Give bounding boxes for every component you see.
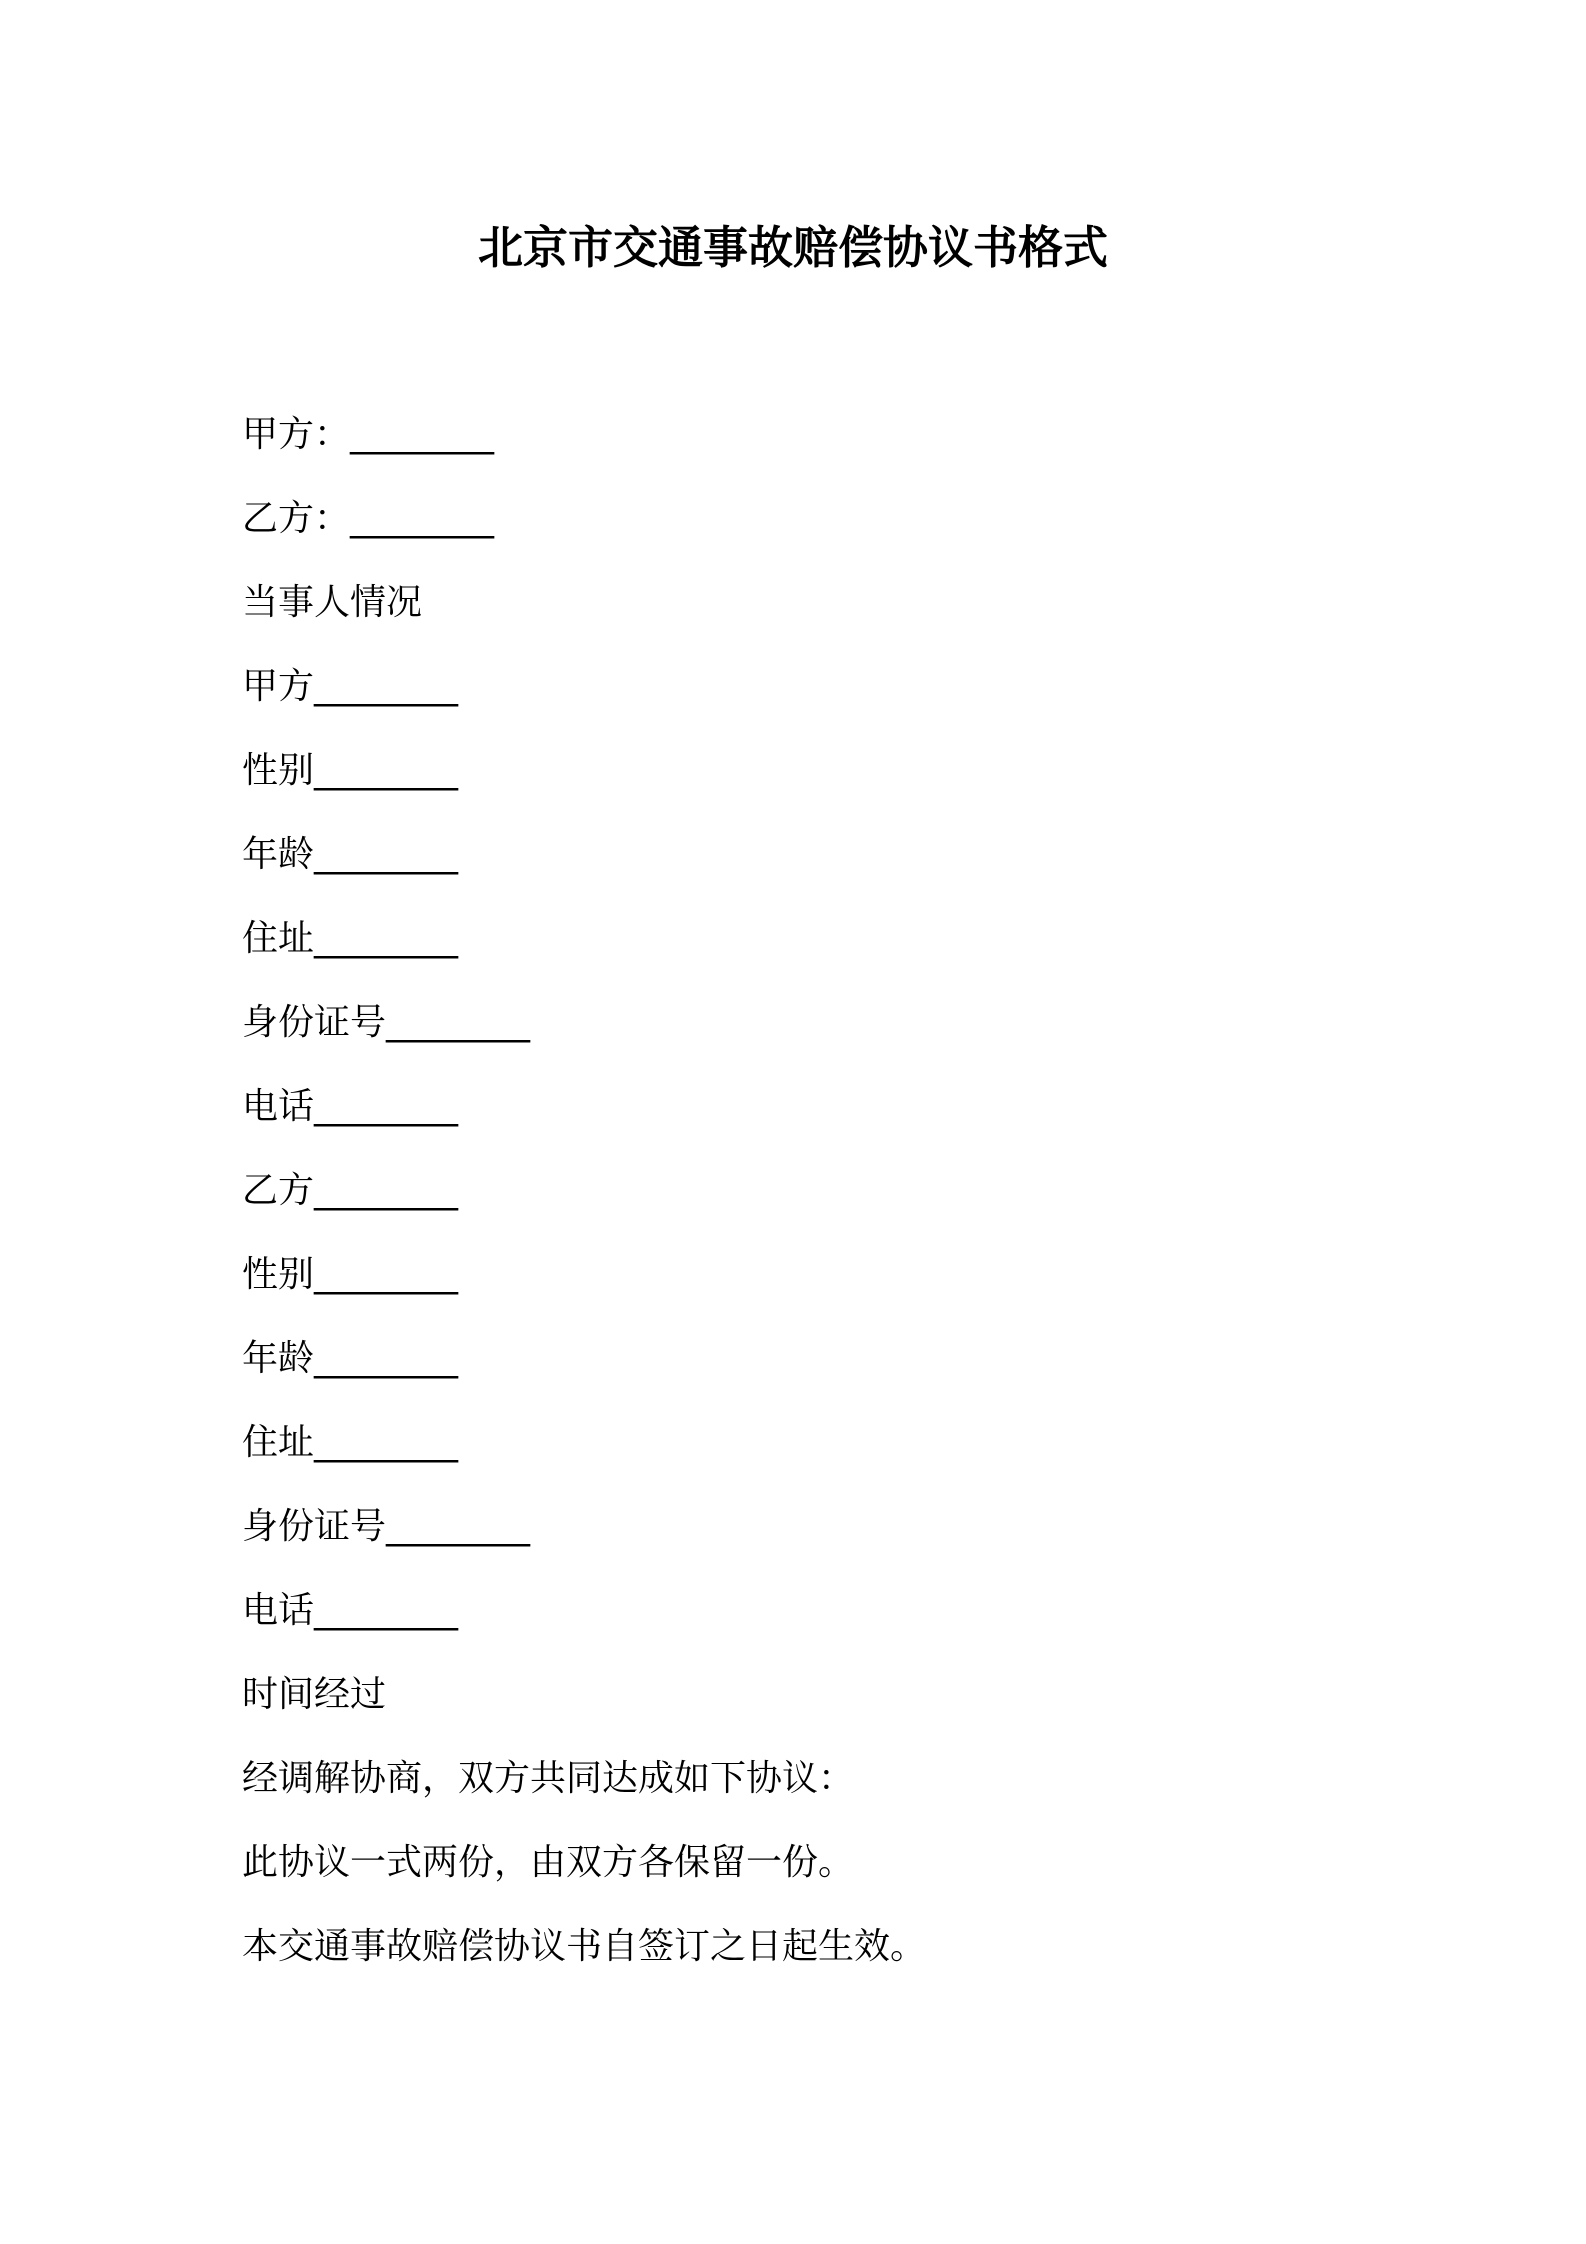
party-a-age-field: 年龄________ bbox=[242, 834, 459, 875]
agreement-intro: 经调解协商，双方共同达成如下协议： bbox=[242, 1758, 855, 1799]
effective-clause: 本交通事故赔偿协议书自签订之日起生效。 bbox=[242, 1926, 927, 1967]
party-a-phone-field: 电话________ bbox=[242, 1086, 459, 1127]
party-a-name-field: 甲方________ bbox=[242, 666, 459, 707]
party-b-line: 乙方：________ bbox=[242, 498, 495, 539]
document-body bbox=[242, 405, 1392, 2001]
party-a-gender-field: 性别________ bbox=[242, 750, 459, 791]
party-b-age-field: 年龄________ bbox=[242, 1338, 459, 1379]
copies-clause: 此协议一式两份，由双方各保留一份。 bbox=[242, 1842, 855, 1883]
party-b-id-field: 身份证号________ bbox=[242, 1506, 531, 1547]
party-b-gender-field: 性别________ bbox=[242, 1254, 459, 1295]
party-b-name-field: 乙方________ bbox=[242, 1170, 459, 1211]
incident-heading: 时间经过 bbox=[242, 1674, 387, 1715]
party-a-address-field: 住址________ bbox=[242, 918, 459, 959]
party-a-line: 甲方：________ bbox=[242, 414, 495, 455]
parties-info-heading: 当事人情况 bbox=[242, 582, 423, 623]
party-b-address-field: 住址________ bbox=[242, 1422, 459, 1463]
party-a-id-field: 身份证号________ bbox=[242, 1002, 531, 1043]
party-b-phone-field: 电话________ bbox=[242, 1590, 459, 1631]
document-title: 北京市交通事故赔偿协议书格式 bbox=[477, 221, 1108, 274]
